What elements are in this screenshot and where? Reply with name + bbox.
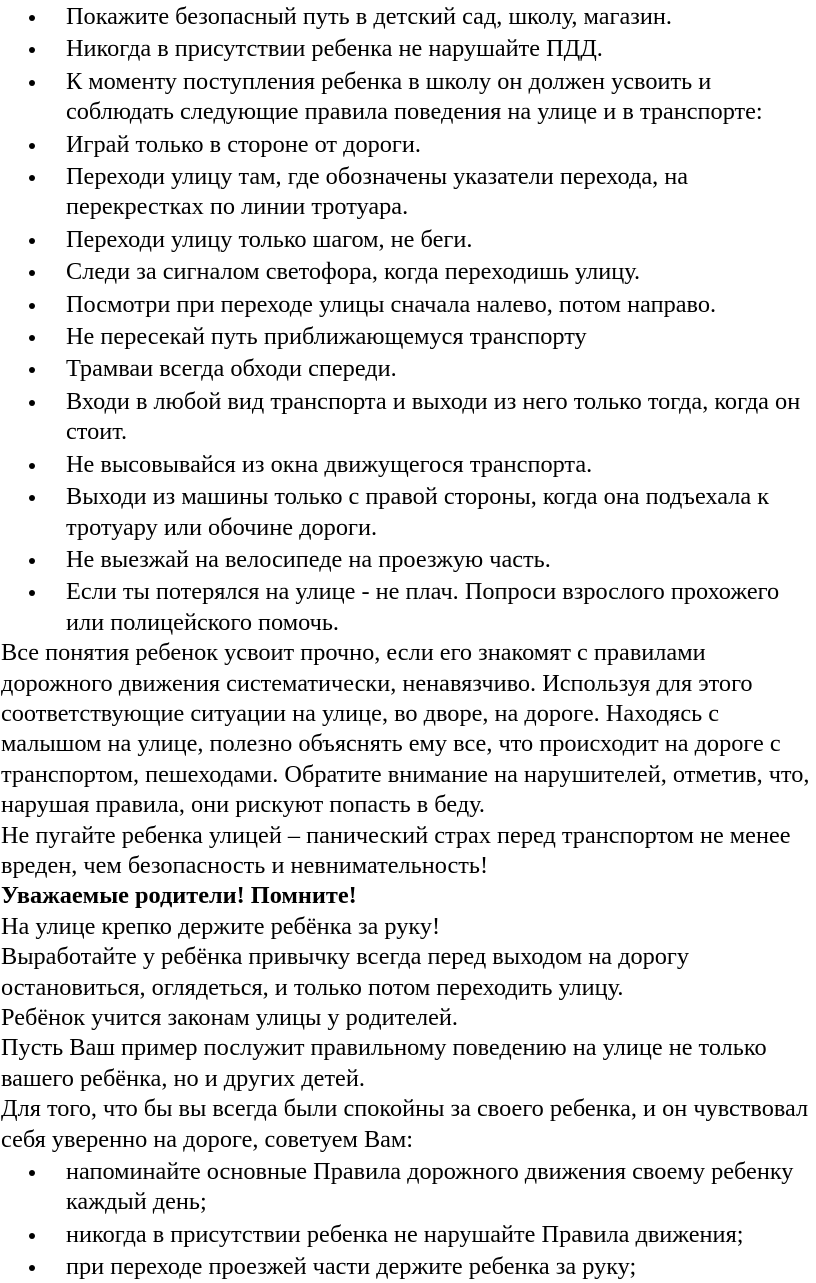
bullet-icon xyxy=(29,400,35,406)
paragraph-advice-intro: Для того, что бы вы всегда были спокойны за своего ребенка, и он чувствовал себя уверенно на дороге, советуем Вам: xyxy=(1,1095,809,1153)
paragraph-hold-hand: На улице крепко держите ребёнка за руку! xyxy=(1,912,441,940)
paragraph-do-not-frighten: Не пугайте ребенка улицей – панический страх перед транспортом не менее вреден, чем безопасность и невнимательность! xyxy=(1,821,791,879)
safety-rules-list xyxy=(0,2,816,638)
list-item-text: Если ты потерялся на улице - не плач. Попроси взрослого прохожего или полицейского помочь. xyxy=(66,578,780,636)
list-item-text: Покажите безопасный путь в детский сад, школу, магазин. xyxy=(66,3,672,30)
list-item xyxy=(0,387,816,448)
list-item xyxy=(0,257,816,287)
bullet-icon xyxy=(29,270,35,276)
bullet-icon xyxy=(29,303,35,309)
list-item-text: Не выезжай на велосипеде на проезжую часть. xyxy=(66,545,551,573)
list-item-text: К моменту поступления ребенка в школу он должен усвоить и соблюдать следующие правила поведения на улице и в транспорте: xyxy=(66,67,763,126)
list-item xyxy=(0,67,816,128)
section-heading: Уважаемые родители! Помните! xyxy=(1,882,357,910)
list-item xyxy=(0,130,816,160)
bullet-icon xyxy=(29,1265,35,1271)
list-item-text: напоминайте основные Правила дорожного движения своему ребенку каждый день; xyxy=(66,1158,794,1216)
list-item-text: Выходи из машины только с правой стороны, когда она подъехала к тротуару или обочине дороги. xyxy=(66,483,770,541)
list-item xyxy=(0,545,816,575)
list-item xyxy=(0,577,816,638)
list-item xyxy=(0,2,816,32)
parent-advice-list xyxy=(0,1157,816,1283)
list-item xyxy=(0,34,816,64)
bullet-icon xyxy=(29,367,35,373)
list-item-text: Не высовывайся из окна движущегося транспорта. xyxy=(66,450,593,478)
list-item xyxy=(0,450,816,480)
bullet-icon xyxy=(29,495,35,501)
list-item-text: Трамваи всегда обходи спереди. xyxy=(66,355,397,383)
list-item xyxy=(0,1252,816,1282)
list-item-text: Никогда в присутствии ребенка не нарушайте ПДД. xyxy=(66,35,603,63)
list-item-text: при переходе проезжей части держите ребенка за руку; xyxy=(66,1253,637,1281)
list-item xyxy=(0,482,816,543)
list-item-text: Переходи улицу только шагом, не беги. xyxy=(66,225,473,253)
paragraph-systematic-learning: Все понятия ребенок усвоит прочно, если его знакомят с правилами дорожного движения систематически, ненавязчиво. Используя для этого соответствующие ситуации на улице, во дворе, на дороге. Находясь с малышом на улице, полезно объяснять ему все, что происходит на дороге с транспортом, пешеходами. Обратите внимание на нарушителей, отметив, что, нарушая правила, они рискуют попасть в беду. xyxy=(1,639,810,819)
bullet-icon xyxy=(29,590,35,596)
bullet-icon xyxy=(29,1233,35,1239)
paragraph-learns-from-parents: Ребёнок учится законам улицы у родителей. xyxy=(1,1004,458,1031)
bullet-icon xyxy=(29,143,35,149)
list-item xyxy=(0,354,816,384)
list-item-text: Следи за сигналом светофора, когда переходишь улицу. xyxy=(66,258,641,286)
list-item-text: Посмотри при переходе улицы сначала налево, потом направо. xyxy=(66,290,717,318)
list-item-text: Переходи улицу там, где обозначены указатели перехода, на перекрестках по линии тротуара. xyxy=(66,163,689,221)
bullet-icon xyxy=(29,175,35,181)
list-item xyxy=(0,322,816,352)
list-item-text: Играй только в стороне от дороги. xyxy=(66,130,421,158)
list-item-text: Входи в любой вид транспорта и выходи из него только тогда, когда он стоит. xyxy=(66,387,801,446)
bullet-icon xyxy=(29,463,35,469)
bullet-icon xyxy=(29,15,35,21)
list-item-text: Не пересекай путь приближающемуся транспорту xyxy=(66,323,587,351)
list-item-text: никогда в присутствии ребенка не нарушайте Правила движения; xyxy=(66,1220,744,1248)
paragraph-stop-and-look: Выработайте у ребёнка привычку всегда перед выходом на дорогу остановиться, оглядеться, и только потом переходить улицу. xyxy=(1,943,690,1001)
bullet-icon xyxy=(29,80,35,86)
list-item xyxy=(0,1157,816,1218)
bullet-icon xyxy=(29,238,35,244)
paragraph-set-example: Пусть Ваш пример послужит правильному поведению на улице не только вашего ребёнка, но и других детей. xyxy=(1,1034,767,1092)
bullet-icon xyxy=(29,335,35,341)
list-item xyxy=(0,225,816,255)
bullet-icon xyxy=(29,1170,35,1176)
bullet-icon xyxy=(29,558,35,564)
list-item xyxy=(0,162,816,223)
list-item xyxy=(0,1220,816,1250)
bullet-icon xyxy=(29,47,35,53)
list-item xyxy=(0,290,816,320)
